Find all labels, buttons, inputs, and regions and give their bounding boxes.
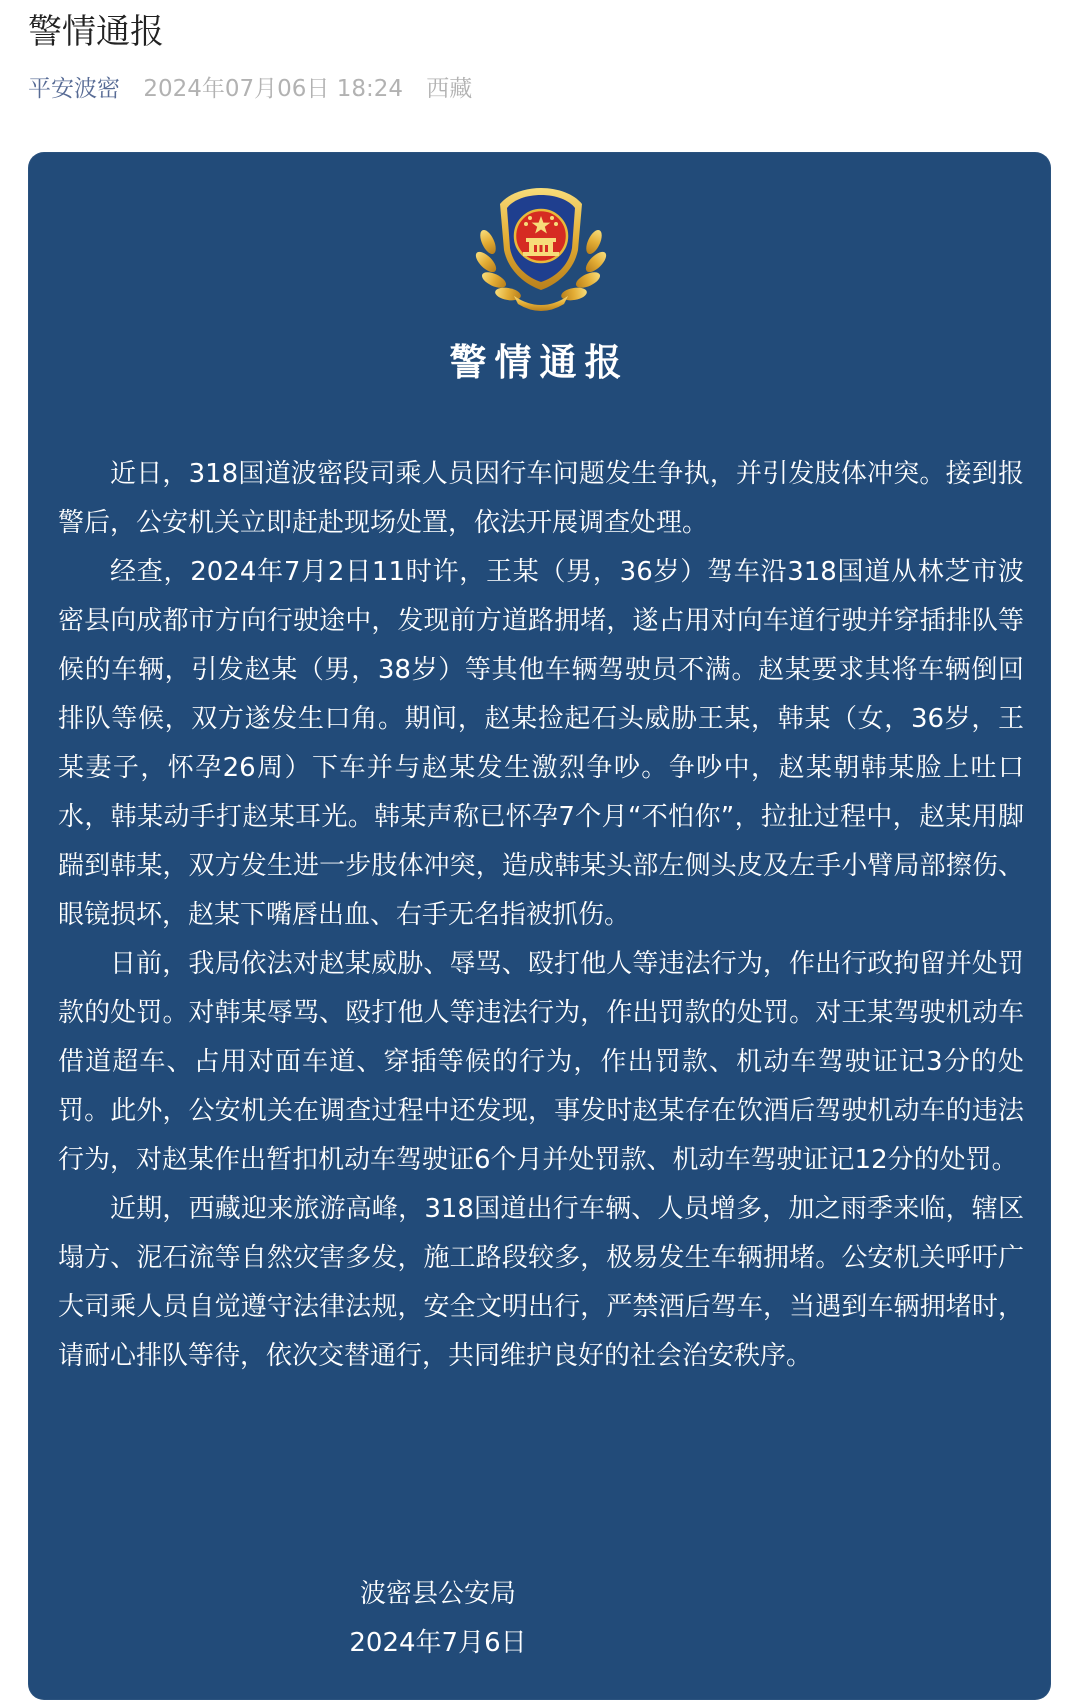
notice-paragraph: 近期，西藏迎来旅游高峰，318国道出行车辆、人员增多，加之雨季来临，辖区塌方、泥石流等自然灾害多发，施工路段较多，极易发生车辆拥堵。公安机关呼吁广大司乘人员自觉遵守法律法规，安全文明出行，严禁酒后驾车，当遇到车辆拥堵时，请耐心排队等待，依次交替通行，共同维护良好的社会治安秩序。 [58, 1194, 1024, 1371]
notice-paragraph: 日前，我局依法对赵某威胁、辱骂、殴打他人等违法行为，作出行政拘留并处罚款的处罚。对韩某辱骂、殴打他人等违法行为，作出罚款的处罚。对王某驾驶机动车借道超车、占用对面车道、穿插等候的行为，作出罚款、机动车驾驶证记3分的处罚。此外，公安机关在调查过程中还发现，事发时赵某存在饮酒后驾驶机动车的违法行为，对赵某作出暂扣机动车驾驶证6个月并处罚款、机动车驾驶证记12分的处罚。 [58, 949, 1024, 1175]
notice-card [28, 152, 1051, 1700]
signature-date: 2024年7月6日 [349, 1628, 527, 1658]
account-name-link[interactable]: 平安波密 [28, 76, 120, 102]
signature-org: 波密县公安局 [359, 1579, 516, 1609]
police-emblem-icon [474, 184, 608, 316]
notice-signature [308, 1570, 568, 1668]
notice-title: 警情通报 [449, 341, 630, 384]
notice-paragraph: 近日，318国道波密段司乘人员因行车问题发生争执，并引发肢体冲突。接到报警后，公安机关立即赶赴现场处置，依法开展调查处理。 [58, 459, 1024, 538]
article-meta [28, 72, 472, 106]
notice-paragraph: 经查，2024年7月2日11时许，王某（男，36岁）驾车沿318国道从林芝市波密县向成都市方向行驶途中，发现前方道路拥堵，遂占用对向车道行驶并穿插排队等候的车辆，引发赵某（男，38岁）等其他车辆驾驶员不满。赵某要求其将车辆倒回排队等候，双方遂发生口角。期间，赵某捡起石头威胁王某，韩某（女，36岁，王某妻子，怀孕26周）下车并与赵某发生激烈争吵。争吵中，赵某朝韩某脸上吐口水，韩某动手打赵某耳光。韩某声称已怀孕7个月“不怕你”，拉扯过程中，赵某用脚踹到韩某，双方发生进一步肢体冲突，造成韩某头部左侧头皮及左手小臂局部擦伤、眼镜损坏，赵某下嘴唇出血、右手无名指被抓伤。 [58, 557, 1024, 930]
page-title: 警情通报 [28, 12, 164, 52]
notice-body [58, 450, 1024, 1381]
publish-location: 西藏 [426, 76, 473, 102]
publish-datetime: 2024年07月06日 18:24 [143, 76, 403, 102]
